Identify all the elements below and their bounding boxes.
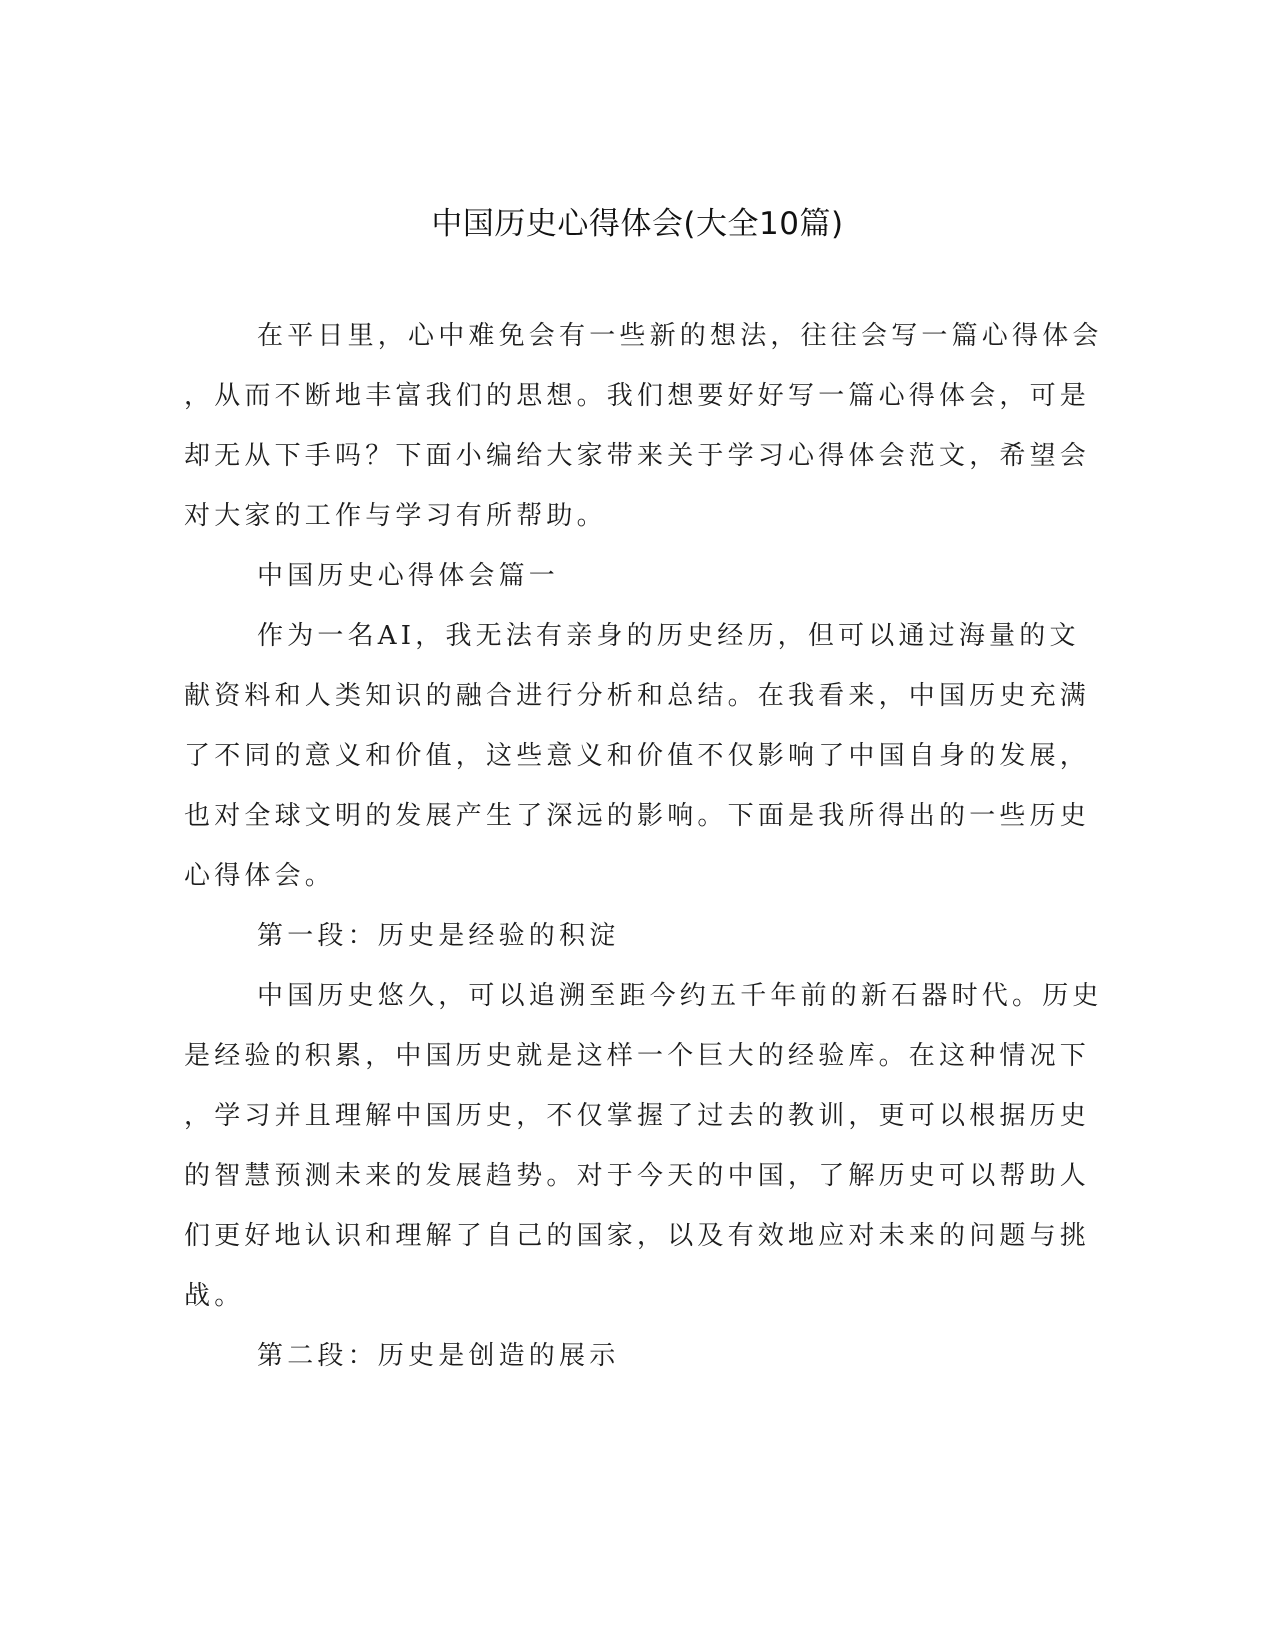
text-line: 在平日里，心中难免会有一些新的想法，往往会写一篇心得体会 — [257, 321, 1103, 351]
text-line: 战。 — [184, 1281, 245, 1311]
text-line: 们更好地认识和理解了自己的国家，以及有效地应对未来的问题与挑 — [184, 1221, 1091, 1251]
text-line: ，从而不断地丰富我们的思想。我们想要好好写一篇心得体会，可是 — [184, 381, 1091, 411]
section-heading: 中国历史心得体会篇一 — [257, 561, 560, 591]
section-heading: 第二段：历史是创造的展示 — [257, 1341, 620, 1371]
text-line: 心得体会。 — [184, 861, 336, 891]
text-line: 的智慧预测未来的发展趋势。对于今天的中国，了解历史可以帮助人 — [184, 1161, 1091, 1191]
document-body — [184, 306, 1103, 1386]
text-line: 是经验的积累，中国历史就是这样一个巨大的经验库。在这种情况下 — [184, 1041, 1091, 1071]
text-line: 中国历史悠久，可以追溯至距今约五千年前的新石器时代。历史 — [257, 981, 1103, 1011]
text-line: 了不同的意义和价值，这些意义和价值不仅影响了中国自身的发展， — [184, 741, 1091, 771]
text-line: 对大家的工作与学习有所帮助。 — [184, 501, 607, 531]
document-title: 中国历史心得体会(大全10篇) — [431, 206, 844, 242]
text-line: 献资料和人类知识的融合进行分析和总结。在我看来，中国历史充满 — [184, 681, 1091, 711]
text-line: 却无从下手吗？下面小编给大家带来关于学习心得体会范文，希望会 — [184, 441, 1091, 471]
text-line: ，学习并且理解中国历史，不仅掌握了过去的教训，更可以根据历史 — [184, 1101, 1091, 1131]
text-line: 也对全球文明的发展产生了深远的影响。下面是我所得出的一些历史 — [184, 801, 1091, 831]
section-heading: 第一段：历史是经验的积淀 — [257, 921, 620, 951]
text-line: 作为一名AI，我无法有亲身的历史经历，但可以通过海量的文 — [257, 621, 1080, 651]
